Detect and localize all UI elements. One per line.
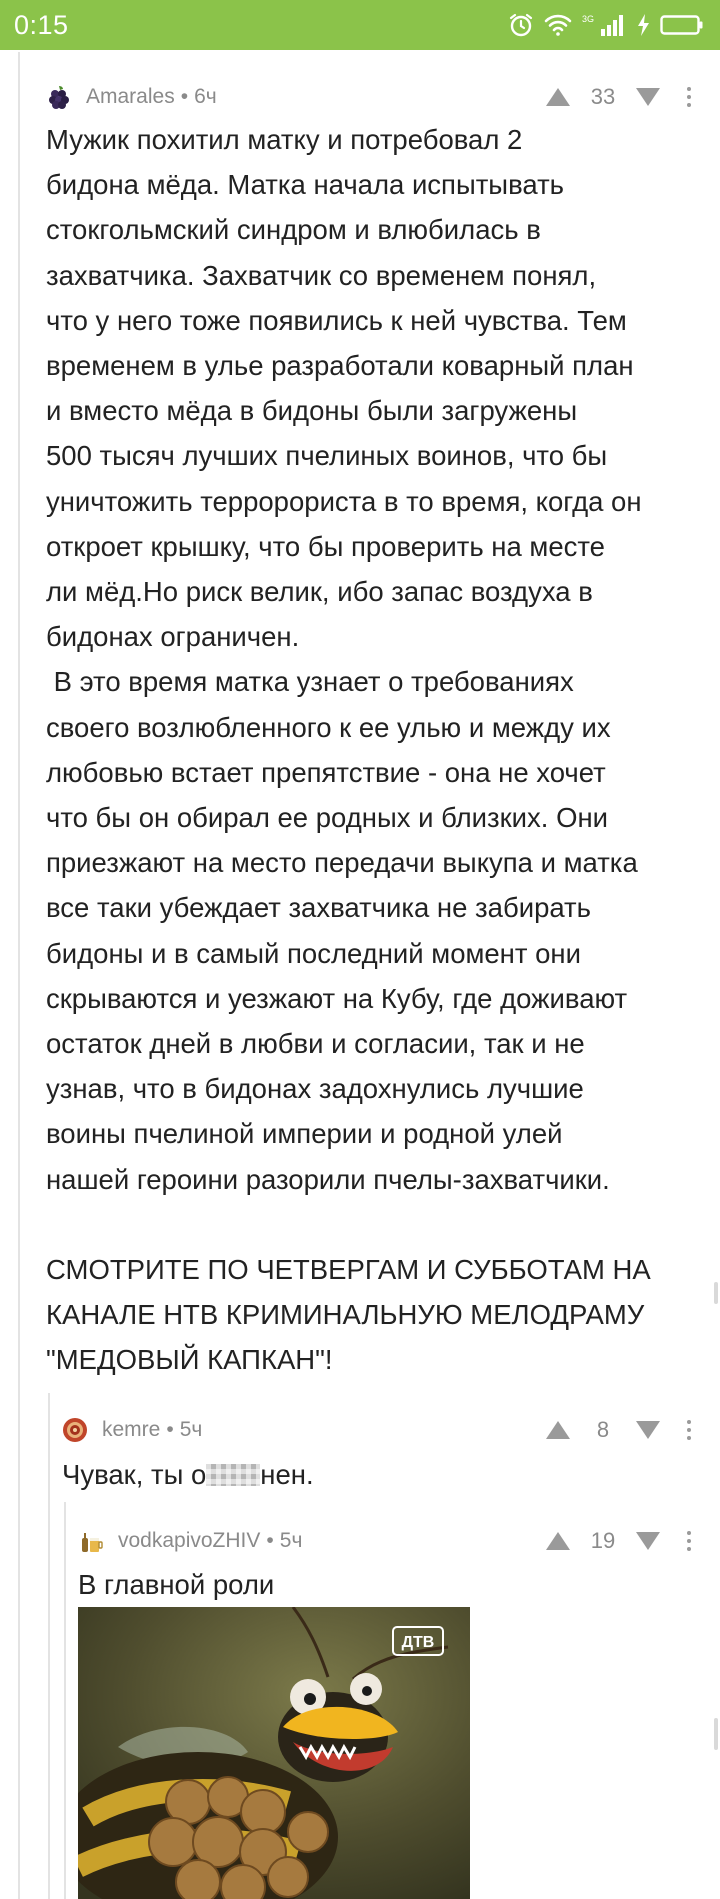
blackberry-avatar-icon[interactable]	[46, 84, 72, 110]
comment-body: В главной роли	[78, 1569, 275, 1600]
upvote-arrow-icon[interactable]	[538, 1413, 578, 1447]
status-time: 0:15	[14, 9, 69, 40]
status-icons	[508, 12, 704, 38]
more-options-icon[interactable]	[672, 1524, 706, 1558]
pattern-avatar-icon[interactable]	[62, 1417, 88, 1443]
thread-line-level-3	[64, 1502, 66, 1899]
battery-icon	[660, 13, 704, 37]
vote-controls	[538, 1524, 706, 1558]
upvote-arrow-icon[interactable]	[538, 80, 578, 114]
comment-author[interactable]: vodkapivoZHIV	[118, 1529, 261, 1552]
comment	[78, 1524, 706, 1604]
censored-word	[206, 1464, 260, 1486]
gif-watermark: ДТВ	[401, 1634, 435, 1651]
comment-time: 5ч	[279, 1529, 303, 1552]
comment-score: 19	[590, 1528, 616, 1553]
comment-body	[62, 1452, 706, 1497]
signal-icon	[600, 13, 626, 37]
charging-icon	[636, 13, 650, 37]
separator-dot: •	[180, 85, 189, 108]
comment-score: 8	[596, 1417, 610, 1442]
more-options-icon[interactable]	[672, 1413, 706, 1447]
comment-header	[62, 1413, 706, 1447]
network-type-label: 3G	[581, 14, 594, 24]
comment-score: 33	[590, 84, 616, 109]
upvote-arrow-icon[interactable]	[538, 1524, 578, 1558]
comment-header	[46, 80, 706, 114]
comment-gif-image[interactable]	[78, 1607, 470, 1899]
wifi-icon	[544, 13, 572, 37]
comment	[62, 1413, 706, 1493]
comment-time: 5ч	[179, 1418, 203, 1441]
comment-time: 6ч	[194, 85, 217, 108]
downvote-arrow-icon[interactable]	[628, 80, 668, 114]
alarm-icon	[508, 12, 534, 38]
scroll-indicator	[714, 1282, 718, 1304]
comment-author[interactable]: Amarales	[86, 85, 175, 108]
vote-controls	[538, 1413, 706, 1447]
comment-body-start: Чувак, ты о	[62, 1459, 207, 1490]
thread-line-level-1	[18, 52, 20, 1899]
separator-dot: •	[166, 1418, 174, 1441]
comment-body-end: нен.	[260, 1459, 314, 1490]
scroll-indicator	[714, 1718, 718, 1750]
thread-line-level-2	[48, 1393, 50, 1899]
status-bar	[0, 0, 720, 50]
comment-author[interactable]: kemre	[102, 1418, 161, 1441]
downvote-arrow-icon[interactable]	[628, 1413, 668, 1447]
bee-puppet-illustration	[78, 1607, 470, 1899]
bottles-avatar-icon[interactable]	[78, 1528, 104, 1554]
separator-dot: •	[266, 1529, 274, 1552]
vote-controls	[538, 80, 706, 114]
comment-body: Мужик похитил матку и потребовал 2 бидона мёда. Матка начала испытывать стокгольмский синдром и влюбилась в захватчика. Захватчик со временем понял, что у него тоже появились к ней чувства. Тем временем в улье разработали коварный план и вместо мёда в бидоны были загружены 500 тысяч лучших пчелиных воинов, что бы уничтожить терророриста в то время, когда он откроет крышку, что бы проверить на месте ли мёд.Но риск велик, ибо запас воздуха в бидонах ограничен. В это время матка узнает о требованиях своего возлюбленного к ее улью и между их любовью встает препятствие - она не хочет что бы он обирал ее родных и близких. Они приезжают на место передачи выкупа и матка все таки убеждает захватчика не забирать бидоны и в самый последний момент они скрываются и уезжают на Кубу, где доживают остаток дней в любви и согласии, так и не узнав, что в бидонах задохнулись лучшие воины пчелиной империи и родной улей нашей героини разорили пчелы-захватчики. СМОТРИТЕ ПО ЧЕТВЕРГАМ И СУББОТАМ НА КАНАЛЕ НТВ КРИМИНАЛЬНУЮ МЕЛОДРАМУ "МЕДОВЫЙ КАПКАН"!	[46, 124, 651, 1376]
comment	[46, 80, 706, 1380]
more-options-icon[interactable]	[672, 80, 706, 114]
comment-header	[78, 1524, 706, 1558]
downvote-arrow-icon[interactable]	[628, 1524, 668, 1558]
